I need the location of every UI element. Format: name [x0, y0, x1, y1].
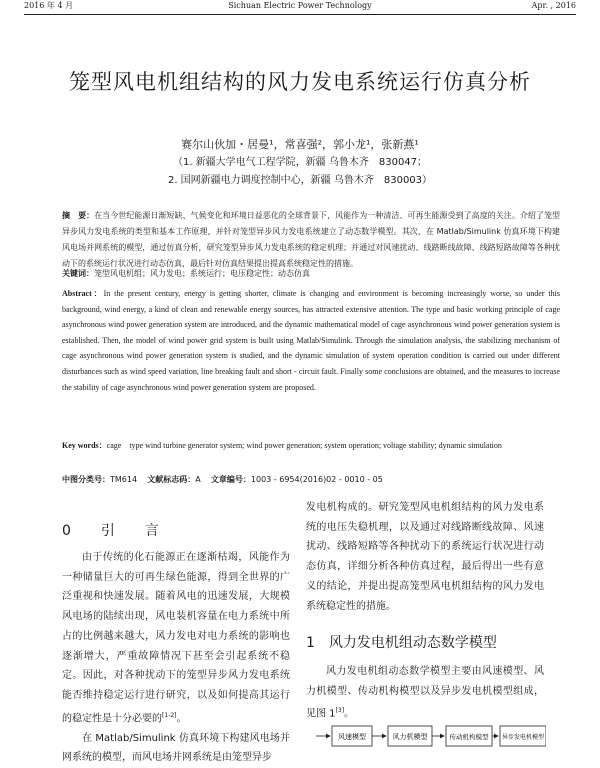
abstract-en: [62, 286, 560, 395]
abstract-cn: [62, 208, 560, 272]
keywords-cn: [62, 266, 560, 282]
figure-1-block-diagram: [316, 716, 546, 763]
fig-box-label-4: 异步发电机模型: [501, 734, 545, 741]
intro-paragraph-2: 在 Matlab/Simulink 仿真环境下构建风电场并网系统的模型，而风电场并网系统是由笼型异步: [62, 732, 290, 764]
abstract-cn-label: 摘 要：: [62, 211, 95, 220]
clc-value: TM614: [110, 475, 138, 484]
intro-p1-ref: [1-2]: [162, 711, 177, 719]
running-header: [24, 0, 576, 14]
intro-p1-text: 由于传统的化石能源正在逐渐枯竭，风能作为一种储量巨大的可再生绿色能源，得到全世界的广泛重视和快速发展。随着风电的迅速发展，大规模风电场的陆续出现，风电装机容量在电力系统中所占的比例越来越大，风力发电对电力系统的影响也逐渐增大，严重故障情况下甚至会引起系统不稳定。因此，对各种扰动下的笼型异步风力发电系统能否维持稳定运行进行研究，以及如何提高其运行的稳定性是十分必要的: [62, 552, 290, 724]
classification-line: [62, 472, 560, 488]
abstract-en-label: Abstract：: [62, 289, 104, 298]
affiliation-1: （1. 新疆大学电气工程学院，新疆 乌鲁木齐 830047；: [172, 157, 428, 168]
sec1-p1-ref: [3]: [335, 707, 345, 715]
header-date: 2016 年 4 月: [24, 1, 74, 10]
keywords-cn-text: 笼型风电机组；风力发电；系统运行；电压稳定性；动态仿真: [94, 269, 310, 278]
keywords-en-label: Key words：: [62, 441, 107, 450]
article-id-label: 文章编号：: [210, 475, 251, 484]
doc-code-value: A: [195, 475, 201, 484]
intro-paragraph-1: [62, 548, 290, 729]
affiliation-2: 2. 国网新疆电力调度控制中心，新疆 乌鲁木齐 830003）: [167, 175, 433, 186]
clc-label: 中图分类号：: [62, 475, 110, 484]
keywords-en-text: cage type wind turbine generator system; wind power generation; system operation; voltage stability; dynamic simulation: [106, 441, 502, 450]
abstract-en-text: In the present century, energy is getting shorter, climate is changing and environment is becoming increasingly worse, so under this background, wind energy, a kind of clean and renewable energy sources, has attracted extensive attention. The type and basic working principle of cage asynchronous wind power generation system are introduced, and the dynamic mathematical model of cage asynchronous wind power generation system is established. Then, the model of wind power grid system is built using Matlab/Simulink. Through the simulation analysis, the stabilizing mechanism of cage asynchronous wind power generation system is studied, and the dynamic simulation of system operation condition is carried out under different disturbances such as wind speed variation, line breaking fault and short - circuit fault. Finally some conclusions are obtained, and the measures to increase the stability of cage asynchronous wind power generation system are proposed.: [62, 289, 560, 392]
intro-continued: 发电机构成的。研究笼型风电机组结构的风力发电系统的电压失稳机理，以及通过对线路断线故障、风速扰动、线路短路等各种扰动下的系统运行状况进行动态仿真，详细分析各种仿真过程，最后得出一些有意义的结论，并提出提高笼型风电机组结构的风力发电系统稳定性的措施。: [306, 502, 544, 612]
doc-code-label: 文献标志码：: [147, 475, 196, 484]
keywords-en: [62, 438, 560, 454]
section-0-heading: 0 引 言: [62, 523, 167, 539]
fig-box-label-1: 风速模型: [338, 733, 366, 741]
intro-p1-end: 。: [176, 712, 187, 724]
header-rule: [24, 14, 576, 15]
paper-title: 笼型风电机组结构的风力发电系统运行仿真分析: [69, 70, 531, 94]
header-journal: Sichuan Electric Power Technology: [228, 1, 372, 10]
article-id-value: 1003 - 6954(2016)02 - 0010 - 05: [250, 475, 383, 484]
section-1-heading: 1 风力发电机组动态数学模型: [306, 635, 497, 651]
sec1-p1-text: 风力发电机组动态数学模型主要由风速模型、风力机模型、传动机构模型以及异步发电机模型组成，见图 1: [306, 666, 544, 720]
fig-box-label-2: 风力机模型: [392, 733, 428, 741]
header-date-en: Apr. , 2016: [531, 1, 576, 10]
left-column: [62, 548, 290, 768]
abstract-cn-text: 在当今世纪能源日渐短缺、气候变化和环境日益恶化的全球背景下，风能作为一种清洁、可再生能源受到了高度的关注。介绍了笼型异步风力发电系统的类型和基本工作原理，并针对笼型异步风力发电系统建立了动态数学模型。其次，在 Matlab/Simulink 仿真环境下构建风电场并网系统的模型，通过仿真分析，研究笼型异步风力发电系统的稳定机理；并通过对风速扰动、线路断线故障、线路短路故障等各种扰动下的系统运行状况进行动态仿真，最后针对仿真结果提出提高系统稳定性的措施。: [62, 211, 561, 268]
keywords-cn-label: 关键词：: [62, 269, 94, 278]
sec1-p1-end: 。: [344, 708, 355, 720]
fig-box-label-3: 传动机构模型: [449, 733, 489, 741]
author-list: 赛尔山伙加・居曼¹，常喜强²，郭小龙¹，张新燕¹: [181, 138, 419, 151]
right-column: [306, 498, 544, 616]
